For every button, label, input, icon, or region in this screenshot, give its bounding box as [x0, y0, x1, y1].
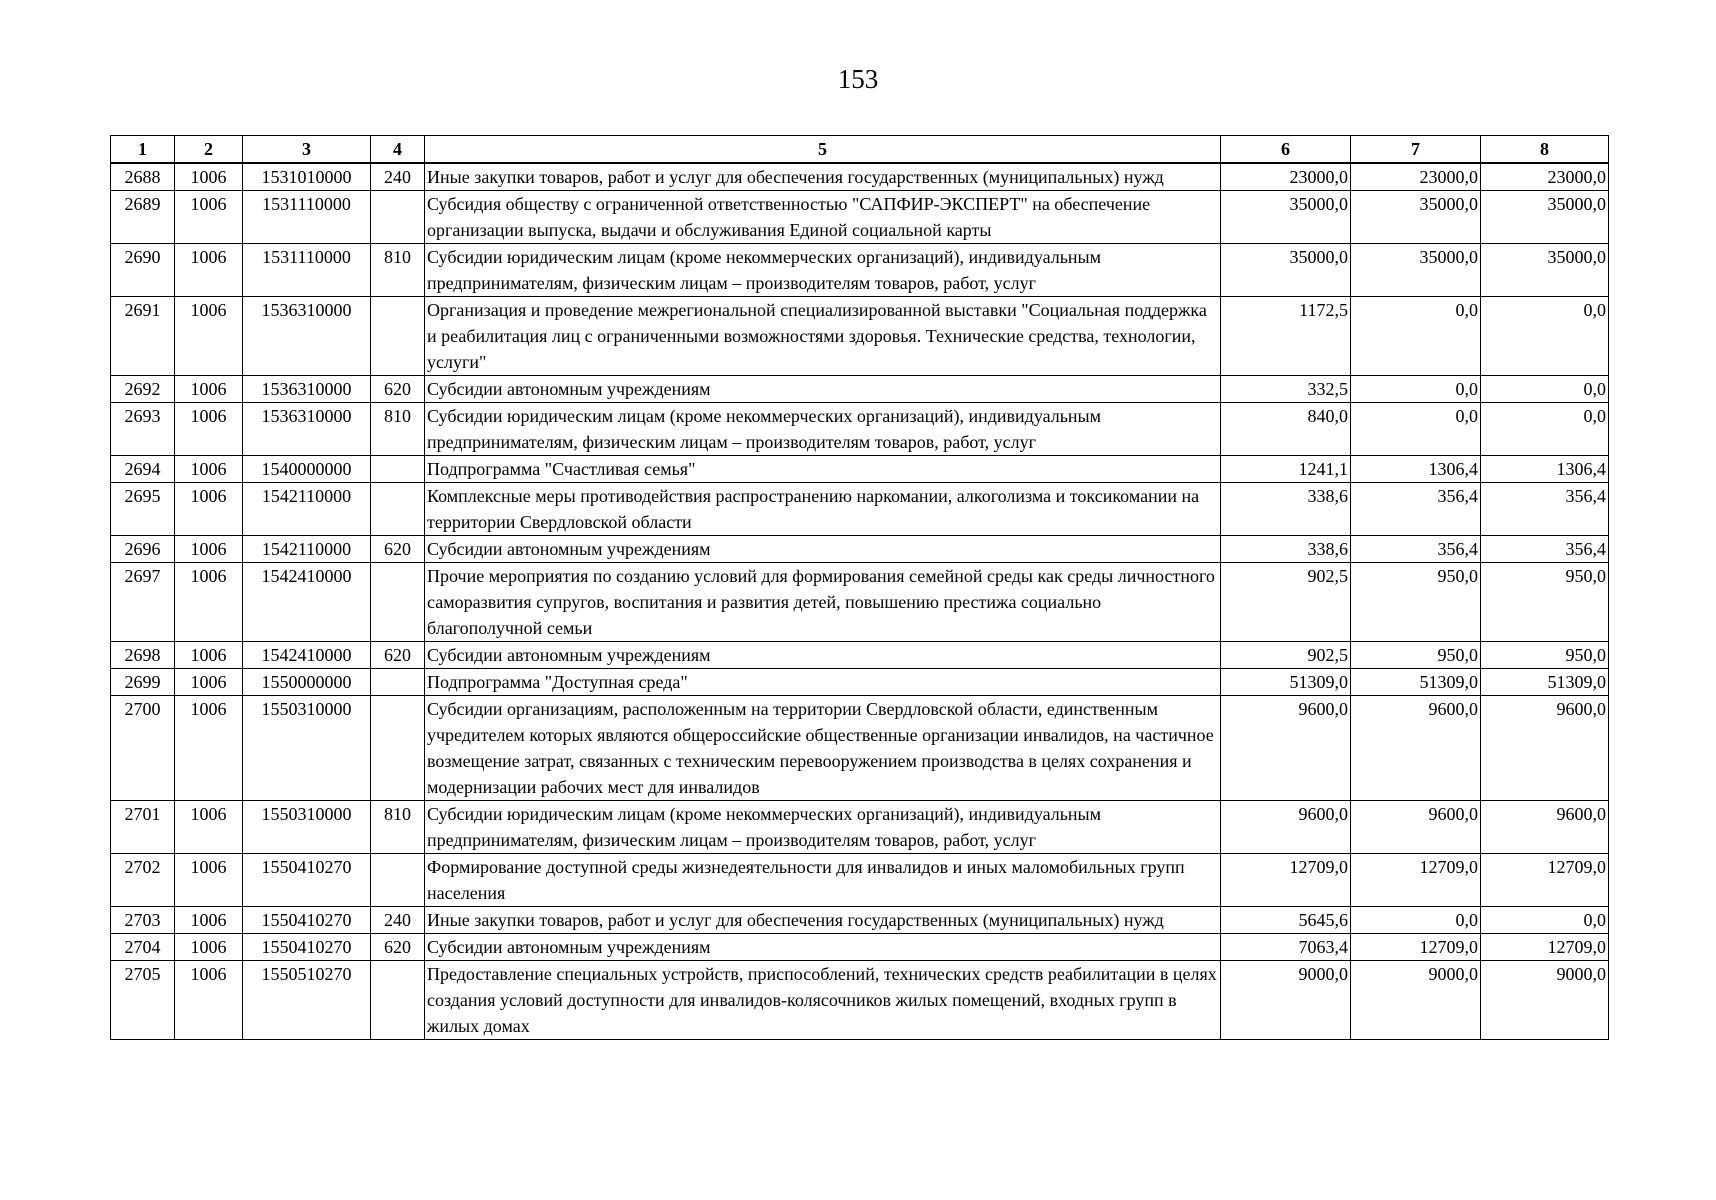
description-cell: Субсидии автономным учреждениям	[425, 642, 1221, 669]
target-code-cell: 1536310000	[243, 297, 371, 376]
target-code-cell: 1542110000	[243, 483, 371, 536]
amount-col8-cell: 0,0	[1481, 403, 1609, 456]
description-cell: Субсидии автономным учреждениям	[425, 376, 1221, 403]
table-row	[111, 376, 1609, 403]
amount-col8-cell: 9000,0	[1481, 961, 1609, 1040]
section-code-cell: 1006	[175, 961, 243, 1040]
amount-col7-cell: 12709,0	[1351, 854, 1481, 907]
section-code-cell: 1006	[175, 403, 243, 456]
column-header: 6	[1221, 136, 1351, 164]
row-number-cell: 2690	[111, 244, 175, 297]
amount-col6-cell: 332,5	[1221, 376, 1351, 403]
column-header: 1	[111, 136, 175, 164]
table-row	[111, 163, 1609, 191]
expense-type-cell	[371, 191, 425, 244]
row-number-cell: 2693	[111, 403, 175, 456]
description-cell: Подпрограмма "Счастливая семья"	[425, 456, 1221, 483]
header-row	[111, 136, 1609, 164]
target-code-cell: 1542410000	[243, 642, 371, 669]
section-code-cell: 1006	[175, 163, 243, 191]
amount-col6-cell: 5645,6	[1221, 907, 1351, 934]
row-number-cell: 2700	[111, 696, 175, 801]
amount-col6-cell: 9000,0	[1221, 961, 1351, 1040]
amount-col8-cell: 51309,0	[1481, 669, 1609, 696]
section-code-cell: 1006	[175, 696, 243, 801]
amount-col8-cell: 0,0	[1481, 297, 1609, 376]
target-code-cell: 1531110000	[243, 244, 371, 297]
column-header: 3	[243, 136, 371, 164]
expense-type-cell	[371, 961, 425, 1040]
table-row	[111, 456, 1609, 483]
expense-type-cell: 810	[371, 244, 425, 297]
amount-col8-cell: 12709,0	[1481, 934, 1609, 961]
expense-type-cell: 810	[371, 403, 425, 456]
amount-col7-cell: 0,0	[1351, 376, 1481, 403]
expense-type-cell	[371, 696, 425, 801]
description-cell: Организация и проведение межрегиональной специализированной выставки "Социальная поддержка и реабилитация лиц с ограниченными возможностями здоровья. Технические средства, технологии, услуги"	[425, 297, 1221, 376]
row-number-cell: 2694	[111, 456, 175, 483]
amount-col7-cell: 950,0	[1351, 642, 1481, 669]
description-cell: Прочие мероприятия по созданию условий для формирования семейной среды как среды личностного саморазвития супругов, воспитания и развития детей, повышению престижа социально благополучной семьи	[425, 563, 1221, 642]
amount-col6-cell: 51309,0	[1221, 669, 1351, 696]
amount-col7-cell: 9000,0	[1351, 961, 1481, 1040]
amount-col7-cell: 35000,0	[1351, 244, 1481, 297]
section-code-cell: 1006	[175, 934, 243, 961]
row-number-cell: 2696	[111, 536, 175, 563]
amount-col8-cell: 950,0	[1481, 563, 1609, 642]
amount-col6-cell: 35000,0	[1221, 244, 1351, 297]
amount-col7-cell: 950,0	[1351, 563, 1481, 642]
description-cell: Подпрограмма "Доступная среда"	[425, 669, 1221, 696]
description-cell: Субсидии автономным учреждениям	[425, 934, 1221, 961]
column-header: 7	[1351, 136, 1481, 164]
amount-col8-cell: 35000,0	[1481, 244, 1609, 297]
description-cell: Иные закупки товаров, работ и услуг для обеспечения государственных (муниципальных) нужд	[425, 907, 1221, 934]
amount-col7-cell: 0,0	[1351, 403, 1481, 456]
section-code-cell: 1006	[175, 642, 243, 669]
table-row	[111, 244, 1609, 297]
table-row	[111, 403, 1609, 456]
expense-type-cell	[371, 483, 425, 536]
row-number-cell: 2699	[111, 669, 175, 696]
description-cell: Субсидии юридическим лицам (кроме некоммерческих организаций), индивидуальным предпринимателям, физическим лицам – производителям товаров, работ, услуг	[425, 403, 1221, 456]
amount-col7-cell: 356,4	[1351, 536, 1481, 563]
amount-col6-cell: 9600,0	[1221, 801, 1351, 854]
expense-type-cell	[371, 563, 425, 642]
expense-type-cell: 620	[371, 642, 425, 669]
amount-col7-cell: 35000,0	[1351, 191, 1481, 244]
expense-type-cell: 620	[371, 376, 425, 403]
section-code-cell: 1006	[175, 854, 243, 907]
target-code-cell: 1550510270	[243, 961, 371, 1040]
table-row	[111, 801, 1609, 854]
table-row	[111, 191, 1609, 244]
row-number-cell: 2702	[111, 854, 175, 907]
section-code-cell: 1006	[175, 376, 243, 403]
table-body	[111, 163, 1609, 1040]
table-row	[111, 563, 1609, 642]
row-number-cell: 2688	[111, 163, 175, 191]
amount-col8-cell: 0,0	[1481, 376, 1609, 403]
section-code-cell: 1006	[175, 563, 243, 642]
description-cell: Субсидии юридическим лицам (кроме некоммерческих организаций), индивидуальным предпринимателям, физическим лицам – производителям товаров, работ, услуг	[425, 244, 1221, 297]
amount-col8-cell: 12709,0	[1481, 854, 1609, 907]
column-header: 2	[175, 136, 243, 164]
table-row	[111, 907, 1609, 934]
amount-col7-cell: 51309,0	[1351, 669, 1481, 696]
amount-col7-cell: 9600,0	[1351, 801, 1481, 854]
amount-col7-cell: 356,4	[1351, 483, 1481, 536]
table-row	[111, 297, 1609, 376]
target-code-cell: 1550000000	[243, 669, 371, 696]
table-row	[111, 961, 1609, 1040]
row-number-cell: 2692	[111, 376, 175, 403]
amount-col6-cell: 23000,0	[1221, 163, 1351, 191]
amount-col8-cell: 0,0	[1481, 907, 1609, 934]
description-cell: Предоставление специальных устройств, приспособлений, технических средств реабилитации в целях создания условий доступности для инвалидов-колясочников жилых помещений, входных групп в жилых домах	[425, 961, 1221, 1040]
amount-col6-cell: 338,6	[1221, 483, 1351, 536]
row-number-cell: 2697	[111, 563, 175, 642]
target-code-cell: 1550410270	[243, 854, 371, 907]
description-cell: Субсидии юридическим лицам (кроме некоммерческих организаций), индивидуальным предпринимателям, физическим лицам – производителям товаров, работ, услуг	[425, 801, 1221, 854]
description-cell: Субсидия обществу с ограниченной ответственностью "САПФИР-ЭКСПЕРТ" на обеспечение организации выпуска, выдачи и обслуживания Единой социальной карты	[425, 191, 1221, 244]
row-number-cell: 2689	[111, 191, 175, 244]
amount-col8-cell: 950,0	[1481, 642, 1609, 669]
row-number-cell: 2704	[111, 934, 175, 961]
target-code-cell: 1536310000	[243, 376, 371, 403]
target-code-cell: 1550410270	[243, 934, 371, 961]
section-code-cell: 1006	[175, 456, 243, 483]
target-code-cell: 1542110000	[243, 536, 371, 563]
expense-type-cell	[371, 669, 425, 696]
section-code-cell: 1006	[175, 244, 243, 297]
amount-col7-cell: 0,0	[1351, 297, 1481, 376]
target-code-cell: 1536310000	[243, 403, 371, 456]
table-row	[111, 642, 1609, 669]
row-number-cell: 2695	[111, 483, 175, 536]
table-row	[111, 536, 1609, 563]
amount-col6-cell: 840,0	[1221, 403, 1351, 456]
budget-table	[110, 135, 1609, 1040]
table-row	[111, 483, 1609, 536]
section-code-cell: 1006	[175, 483, 243, 536]
amount-col7-cell: 12709,0	[1351, 934, 1481, 961]
row-number-cell: 2691	[111, 297, 175, 376]
amount-col8-cell: 356,4	[1481, 483, 1609, 536]
amount-col7-cell: 23000,0	[1351, 163, 1481, 191]
amount-col6-cell: 338,6	[1221, 536, 1351, 563]
page-number: 153	[837, 64, 879, 94]
expense-type-cell	[371, 297, 425, 376]
amount-col8-cell: 9600,0	[1481, 696, 1609, 801]
amount-col6-cell: 7063,4	[1221, 934, 1351, 961]
target-code-cell: 1531010000	[243, 163, 371, 191]
amount-col7-cell: 1306,4	[1351, 456, 1481, 483]
description-cell: Формирование доступной среды жизнедеятельности для инвалидов и иных маломобильных групп населения	[425, 854, 1221, 907]
description-cell: Субсидии автономным учреждениям	[425, 536, 1221, 563]
section-code-cell: 1006	[175, 191, 243, 244]
expense-type-cell	[371, 854, 425, 907]
column-header: 4	[371, 136, 425, 164]
table-header	[111, 136, 1609, 164]
target-code-cell: 1540000000	[243, 456, 371, 483]
section-code-cell: 1006	[175, 907, 243, 934]
expense-type-cell: 810	[371, 801, 425, 854]
column-header: 8	[1481, 136, 1609, 164]
description-cell: Иные закупки товаров, работ и услуг для обеспечения государственных (муниципальных) нужд	[425, 163, 1221, 191]
amount-col8-cell: 356,4	[1481, 536, 1609, 563]
expense-type-cell	[371, 456, 425, 483]
expense-type-cell: 240	[371, 907, 425, 934]
amount-col8-cell: 9600,0	[1481, 801, 1609, 854]
row-number-cell: 2698	[111, 642, 175, 669]
table-row	[111, 934, 1609, 961]
amount-col6-cell: 1241,1	[1221, 456, 1351, 483]
expense-type-cell: 240	[371, 163, 425, 191]
section-code-cell: 1006	[175, 536, 243, 563]
target-code-cell: 1550310000	[243, 801, 371, 854]
table-row	[111, 696, 1609, 801]
section-code-cell: 1006	[175, 669, 243, 696]
amount-col8-cell: 1306,4	[1481, 456, 1609, 483]
section-code-cell: 1006	[175, 297, 243, 376]
amount-col6-cell: 902,5	[1221, 642, 1351, 669]
amount-col6-cell: 902,5	[1221, 563, 1351, 642]
target-code-cell: 1531110000	[243, 191, 371, 244]
amount-col6-cell: 9600,0	[1221, 696, 1351, 801]
amount-col6-cell: 1172,5	[1221, 297, 1351, 376]
amount-col8-cell: 23000,0	[1481, 163, 1609, 191]
amount-col8-cell: 35000,0	[1481, 191, 1609, 244]
expense-type-cell: 620	[371, 934, 425, 961]
expense-type-cell: 620	[371, 536, 425, 563]
column-header: 5	[425, 136, 1221, 164]
description-cell: Субсидии организациям, расположенным на территории Свердловской области, единственным учредителем которых являются общероссийские общественные организации инвалидов, на частичное возмещение затрат, связанных с техническим перевооружением производства в целях сохранения и модернизации рабочих мест для инвалидов	[425, 696, 1221, 801]
amount-col7-cell: 9600,0	[1351, 696, 1481, 801]
target-code-cell: 1542410000	[243, 563, 371, 642]
row-number-cell: 2703	[111, 907, 175, 934]
target-code-cell: 1550310000	[243, 696, 371, 801]
table-row	[111, 669, 1609, 696]
row-number-cell: 2705	[111, 961, 175, 1040]
target-code-cell: 1550410270	[243, 907, 371, 934]
amount-col7-cell: 0,0	[1351, 907, 1481, 934]
description-cell: Комплексные меры противодействия распространению наркомании, алкоголизма и токсикомании на территории Свердловской области	[425, 483, 1221, 536]
section-code-cell: 1006	[175, 801, 243, 854]
table-row	[111, 854, 1609, 907]
row-number-cell: 2701	[111, 801, 175, 854]
amount-col6-cell: 12709,0	[1221, 854, 1351, 907]
amount-col6-cell: 35000,0	[1221, 191, 1351, 244]
